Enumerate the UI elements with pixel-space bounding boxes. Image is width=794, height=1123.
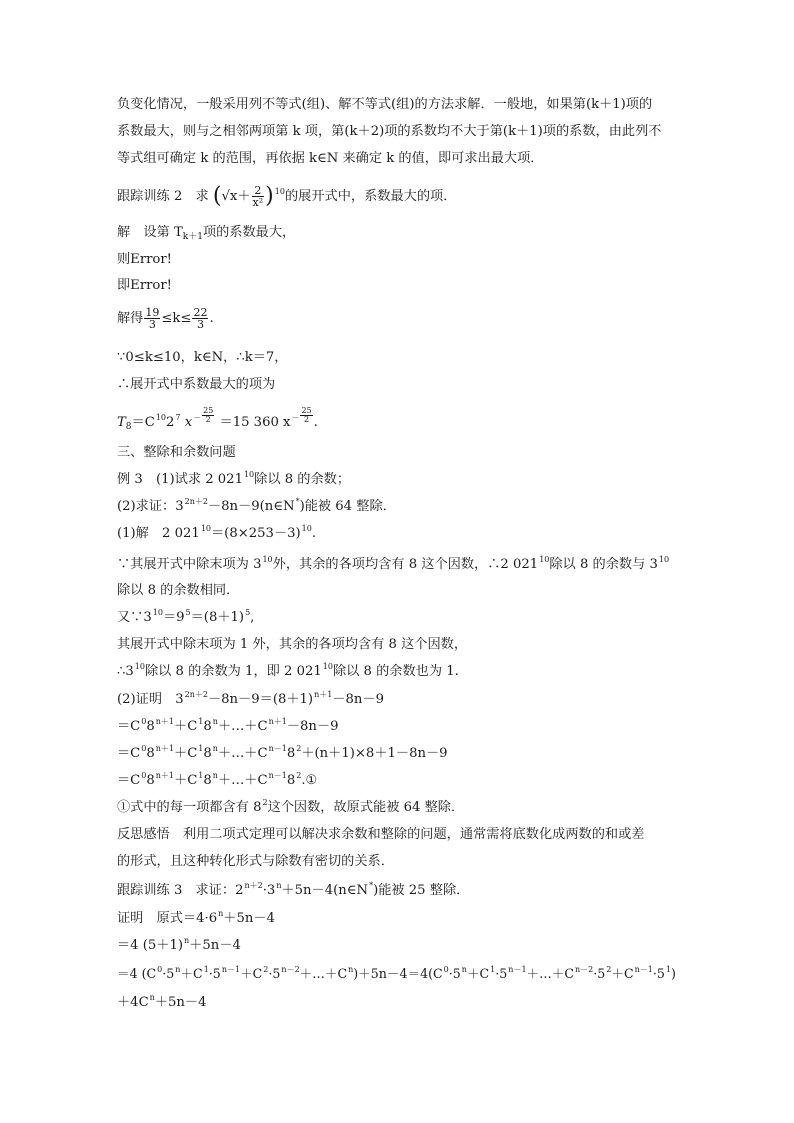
text-line: (2)证明 $3^{2n+2}-8n-9=(8+1)^{n+1}-8n-9$: [117, 690, 384, 707]
text-line: ∵0≤k≤10，k∈N，∴k＝7，: [117, 350, 288, 365]
text-line: ①式中的每一项都含有 $8^2$这个因数，故原式能被 64 整除．: [117, 798, 465, 815]
exercise-3-line: 跟踪训练 3 求证：$2^{n+2}\cdot 3^n+5n-4(n\in N^*)$能被 25 整除．: [117, 881, 470, 898]
text-line: $+4C^n+5n-4$: [117, 993, 207, 1010]
text-line: 等式组可确定 k 的范围，再依据 k∈N 来确定 k 的值，即可求出最大项．: [117, 151, 544, 166]
text-line: 即Error!: [117, 278, 172, 293]
text-line: (2)求证：$3^{2n+2}-8n-9(n\in N^*)$能被 64 整除．: [117, 497, 396, 514]
text-line: ＝4 $(5+1)^n+5n-4$: [117, 936, 241, 953]
solve-line: 解得 $\frac{19}{3}$ ≤k≤ $\frac{22}{3}$ .: [117, 306, 214, 331]
text-line: 又$\because 3^{10}=9^5=(8+1)^5$,: [117, 608, 255, 625]
exercise-2-line: 跟踪训练 2 求 (√x＋ $\frac{2}{\text{x²}}$ )$^{10}$的展开式中，系数最大的项．: [117, 183, 457, 209]
text-line: 解 设第 $T_{k+1}$项的系数最大，: [117, 225, 296, 242]
text-line: 则Error!: [117, 252, 172, 267]
t8-line: $T_8=C^{10}2^7$ x－ $\frac{25}{2}$ ＝15 360 x－ $\frac{25}{2}$ .: [117, 406, 318, 432]
text-line: 除以 8 的余数相同．: [117, 583, 240, 598]
text-line: $\therefore 3^{10}$除以 8 的余数为 1，即 2 $021^{10}$除以 8 的余数也为 1.: [117, 662, 459, 679]
text-line: ＝4 $(C^0\cdot 5^n+C^1\cdot 5^{n-1}+C^2\cdot 5^{n-2}+\dots+C^n)+5n-4=4(C^0\cdot 5^n+C^1\cdot 5^{n-1}+\dots+C^{n-2}\cdot 5^2+C^{n-1}\cdot 5^1)$: [117, 965, 676, 981]
sqrt-x: √x: [221, 189, 238, 204]
text-line: 负变化情况，一般采用列不等式(组)、解不等式(组)的方法求解．一般地，如果第(k＋1)项的: [117, 97, 653, 112]
text-line: ∴展开式中系数最大的项为: [117, 377, 276, 392]
example-3-line: 例 3 (1)试求 2 $021^{10}$除以 8 的余数；: [117, 470, 351, 487]
text-line: 其展开式中除末项为 1 外，其余的各项均含有 8 这个因数，: [117, 637, 468, 652]
reflection-line: 反思感悟 利用二项式定理可以解决求余数和整除的问题，通常需将底数化成两数的和或差: [117, 827, 645, 842]
text-line: ∵其展开式中除末项为 $3^{10}$外，其余的各项均含有 8 这个因数，∴2 $021^{10}$除以 8 的余数与 $3^{10}$: [117, 555, 670, 572]
text-line: 系数最大，则与之相邻两项第 k 项，第(k＋2)项的系数均不大于第(k＋1)项的系数，由此列不: [117, 124, 662, 139]
text-line: $=C^08^{n+1}+C^18^n+\dots+C^{n-1}8^2.①$: [117, 771, 318, 788]
section-heading: 三、整除和余数问题: [117, 445, 236, 460]
fraction: $\frac{2}{\text{x²}}$: [252, 184, 264, 209]
text-line: 证明 原式$=4\cdot 6^n+5n-4$: [117, 909, 275, 926]
text-line: $=C^08^{n+1}+C^18^n+\dots+C^{n-1}8^2+(n+1)\times 8+1-8n-9$: [117, 744, 448, 761]
exercise-label: 跟踪训练 2 求: [117, 189, 209, 204]
text-line: $=C^08^{n+1}+C^18^n+\dots+C^{n+1}-8n-9$: [117, 717, 339, 734]
text-line: (1)解 2 $021^{10}=(8\times 253-3)^{10}$.: [117, 524, 317, 541]
text-line: 的形式，且这种转化形式与除数有密切的关系．: [117, 854, 394, 869]
